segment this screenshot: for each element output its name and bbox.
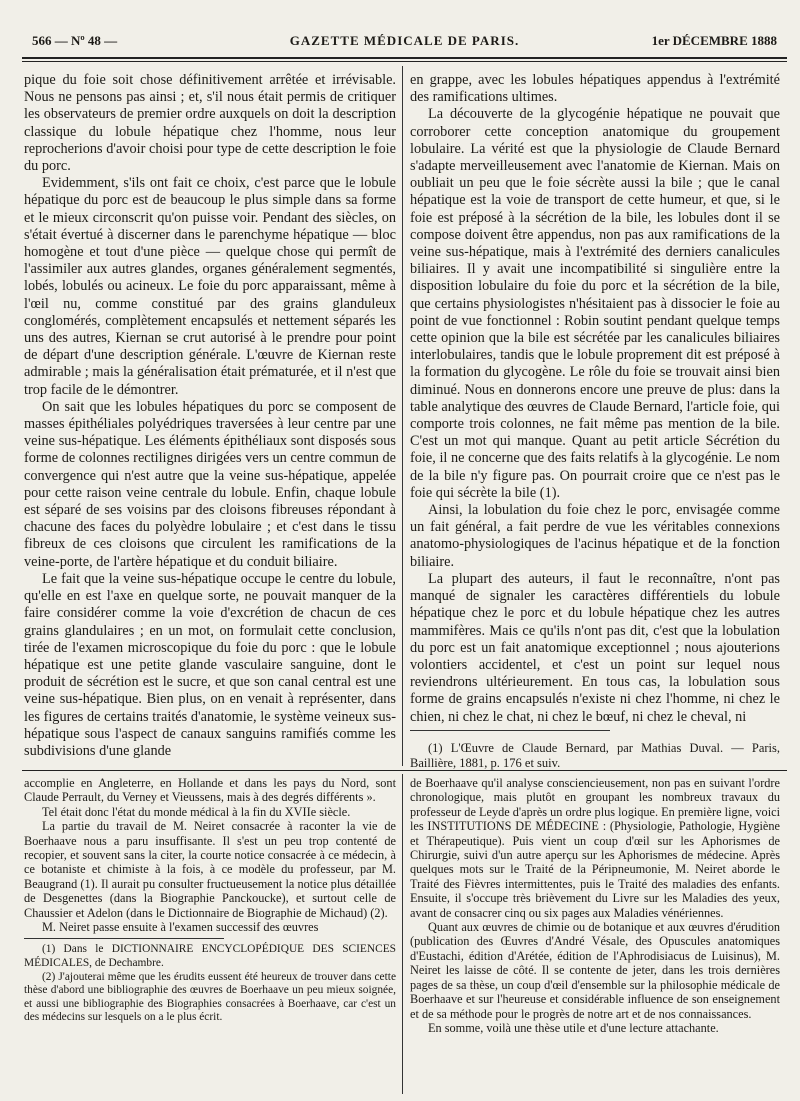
- footnotes: [24, 943, 396, 1025]
- paragraph: La partie du travail de M. Neiret consacrée à raconter la vie de Boerhaave nous a paru insuffisante. Il s'est un peu trop contenté de recopier, et souvent sans la citer, la courte notice consacrée à ce médecin, à ce botaniste et chimiste à la fois, à ce modèle du professeur, par M. Beaugrand (1). Il aurait pu consulter fructueusement la notice plus détaillée de Desgenettes (dans la Biographie Panckoucke), et surtout celle de Chaussier et Adelon (dans le Dictionnaire de Biographie de Michaud) (2).: [24, 819, 396, 920]
- footnote: (2) J'ajouterai même que les érudits eussent été heureux de trouver dans cette thèse d'abord une bibliographie des œuvres de Boerhaave un peu mieux soignée, et aussi une bibliographie des Biographies consacrées à Boerhaave, car c'est un des médecins sur lesquels on a le plus écrit.: [24, 970, 396, 1024]
- column-divider: [402, 774, 403, 1094]
- issue-date: 1er DÉCEMBRE 1888: [651, 33, 777, 48]
- journal-title: GAZETTE MÉDICALE DE PARIS.: [289, 33, 520, 48]
- page-number: 566 — Nº 48 —: [32, 33, 118, 48]
- column-divider: [402, 66, 403, 766]
- paragraph: M. Neiret passe ensuite à l'examen successif des œuvres: [42, 920, 319, 935]
- paragraph: Evidemment, s'ils ont fait ce choix, c'est parce que le lobule hépatique du porc est de beaucoup le plus simple dans sa forme et le mieux circonscrit qu'on puisse voir. Pendant des siècles, on s'était évertué à discerner dans le parenchyme hépatique — bloc homogène et tout d'une pièce — quelque chose qui permît de l'assimiler aux autres glandes, organes généralement segmentés, lobés, lobulés ou acineux. Le foie du porc apparaissant, même à l'œil nu, comme constitué par des grains glanduleux conglomérés, complètement encapsulés et nettement séparés les uns des autres, Kiernan se crut autorisé à le prendre pour point de départ d'une description générale. L'œuvre de Kiernan reste admirable ; mais la généralisation était prématurée, et il n'est que trop facile de le démontrer.: [24, 175, 396, 398]
- paragraph: La plupart des auteurs, il faut le reconnaître, n'ont pas manqué de signaler les caractères différentiels du lobule hépatique chez le porc et du lobule hépatique chez les autres mammifères. Mais ce qu'ils n'ont pas dit, c'est que la lobulation du porc est un fait anatomique exceptionnel ; nous ajouterions volontiers accidentel, et c'est un point sur lequel nous reviendrons ultérieurement. En tous cas, la lobulation sous forme de grains encapsulés n'existe ni chez l'homme, ni chez le chien, ni chez le chat, ni chez le bœuf, ni chez le cheval, ni: [410, 570, 780, 725]
- paragraph: pique du foie soit chose définitivement arrêtée et irrévisable. Nous ne pensons pas ainsi ; et, s'il nous était permis de critiquer les observateurs de premier ordre auxquels on doit la description classique du lobule hépatique chez l'homme, nous leur reprocherions d'avoir choisi pour type de cette description le foie du porc.: [24, 72, 396, 175]
- top-left-column: [24, 72, 396, 760]
- paragraph: La découverte de la glycogénie hépatique ne pouvait que corroborer cette conception anatomique du groupement lobulaire. La vérité est que la physiologie de Claude Bernard s'adapte merveilleusement avec l'anatomie de Kiernan. Mais on oubliait un peu que le foie sécrète aussi la bile ; que le canal hépatique est la voie de transport de cette humeur, et que, si le foie est préposé à la sécrétion de la bile, les lobules dont il se compose doivent être appendus, non pas aux ramifications de la veine sus-hépatique, mais à l'extrémité des derniers canalicules biliaires. Il y avait une incompatibilité si singulière entre la disposition lobulaire du foie du porc et la sécrétion de la bile, que certains physiologistes n'hésitaient pas à dissocier le foie au point de vue fonctionnel : Robin soutint pendant quelque temps cette opinion que la bile est sécrétée par les canalicules biliaires interlobulaires, tandis que le lobule proprement dit est préposé à la formation du glycogène. Le rôle du foie se trouvait ainsi bien diminué. Nous en donnerons encore une preuve de plus: dans la table analytique des œuvres de Claude Bernard, l'article foie, qui comporte trois colonnes, ne fait même pas mention de la bile. C'est un mot qui manque. Quant au petit article Sécrétion du foie, il ne concerne que des faits relatifs à la glycogénie. Le nom de la bile n'y figure pas. On pourrait croire que ce n'est pas le foie qui sécrète la bile (1).: [410, 106, 780, 501]
- footnote-rule: [410, 730, 610, 731]
- footnote: (1) L'Œuvre de Claude Bernard, par Mathias Duval. — Paris, Baillière, 1881, p. 176 et suiv.: [410, 740, 780, 770]
- paragraph: Ainsi, la lobulation du foie chez le porc, envisagée comme un fait général, a fait perdre de vue les véritables connexions anatomo-physiologiques de l'acinus hépatique et de la fonction biliaire.: [410, 502, 780, 570]
- paragraph: Quant aux œuvres de chimie ou de botanique et aux œuvres d'érudition (publication des Œuvres d'André Vésale, des Opuscules anatomiques d'Eustachi, édition d'Arétée, édition de l'Aphrodisiacus de Luisinus), M. Neiret les laisse de côté. Il se contente de jeter, dans les trois dernières pages de sa thèse, un coup d'œil d'ensemble sur la philosophie médicale de Boerhaave et sur l'heureuse et considérable influence de son enseignement et de sa méthode pour le progrès de notre art et de nos connaissances.: [410, 920, 780, 1021]
- bottom-left-column: [24, 776, 396, 1025]
- paragraph: Le fait que la veine sus-hépatique occupe le centre du lobule, qu'elle en est l'axe en quelque sorte, ne pouvait manquer de la faire considérer comme la voie d'excrétion de chacun de ces grains glandulaires ; en un mot, on formulait cette conclusion, tirée de l'examen microscopique du foie du porc : que le lobule hépatique est une petite glande vasculaire sanguine, dont le produit de sécrétion est le sucre, et que son canal central est une veine sus-hépatique. Bien plus, on en venait à représenter, dans les figures de certains traités d'anatomie, le système veineux sus-hépatique sous l'aspect de canaux sanguins ramifiés comme les subdivisions d'une glande: [24, 570, 396, 759]
- paragraph: En somme, voilà une thèse utile et d'une lecture attachante.: [428, 1020, 719, 1035]
- paragraph: On sait que les lobules hépatiques du porc se composent de masses épithéliales polyédriques traversées à leur centre par une veine sus-hépatique. Les éléments épithéliaux sont disposés sous forme de colonnes rectilignes dirigées vers un centre commun de convergence qui n'est autre que la veine sus-hépatique, appelée pour cette raison veine centrale du lobule. Enfin, chaque lobule est séparé de ses voisins par des cloisons fibreuses répondant à chacune des faces du polyèdre lobulaire ; et c'est dans le tissu fibreux de ces cloisons que circulent les ramifications de la veine-porte, de l'artère hépatique et du conduit biliaire.: [24, 398, 396, 570]
- footnote-rule: [24, 938, 224, 939]
- paragraph: Tel était donc l'état du monde médical à la fin du XVIIe siècle.: [42, 804, 351, 819]
- section-rule: [22, 770, 787, 771]
- paragraph: en grappe, avec les lobules hépatiques appendus à l'extrémité des ramifications ultimes.: [410, 72, 780, 106]
- paragraph: accomplie en Angleterre, en Hollande et dans les pays du Nord, sont Claude Perrault, du Verney et Vieussens, mais à des degrés différents ».: [24, 776, 396, 805]
- header-rule: [22, 57, 787, 62]
- paragraph: de Boerhaave qu'il analyse consciencieusement, non pas en suivant l'ordre chronologique, mais plutôt en groupant les nombreux travaux du professeur de Leyde d'après un ordre plus logique. En première ligne, voici les INSTITUTIONS DE MÉDECINE : (Physiologie, Pathologie, Hygiène et Thérapeutique). Puis vient un coup d'œil sur les Aphorismes de Chirurgie, suivi d'un autre aperçu sur les Aphorismes de médecine. Après quelques mots sur le Traité de la Péripneumonie, M. Neiret aborde le Traité des Fièvres intermittentes, puis le Traité des maladies des enfants. Ensuite, il s'occupe très brièvement du Livre sur les Maladies des yeux, avant de consacrer cinq ou six pages aux Maladies vénériennes.: [410, 776, 780, 920]
- footnote: (1) Dans le DICTIONNAIRE ENCYCLOPÉDIQUE DES SCIENCES MÉDICALES, de Dechambre.: [24, 943, 396, 970]
- page-header: [22, 30, 787, 54]
- bottom-right-column: [410, 776, 780, 1035]
- top-right-column: [410, 72, 780, 771]
